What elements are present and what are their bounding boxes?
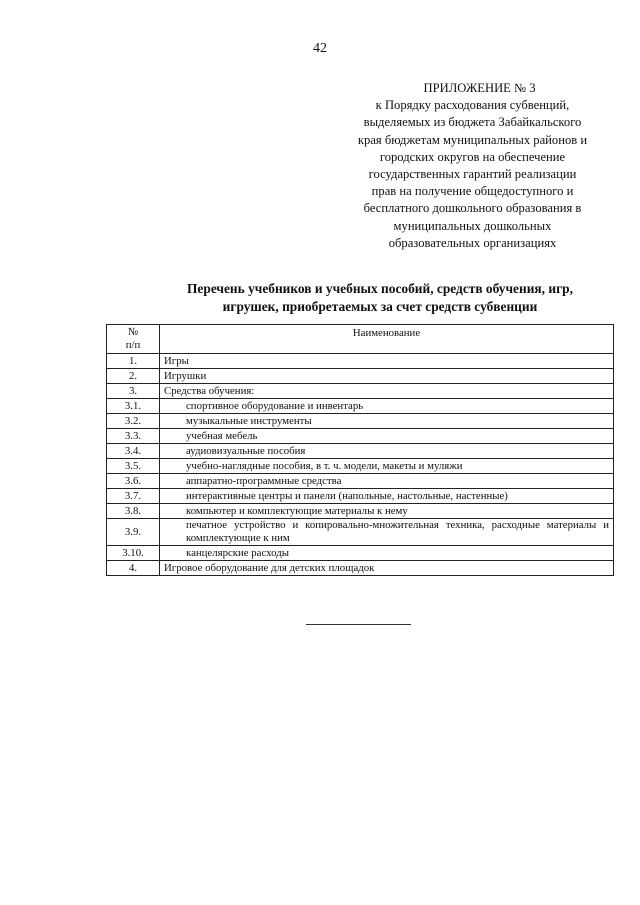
row-name: спортивное оборудование и инвентарь — [160, 399, 614, 414]
table-row — [107, 354, 614, 369]
row-name: компьютер и комплектующие материалы к нему — [160, 504, 614, 519]
row-number: 3.10. — [107, 546, 160, 561]
header-num-abbr: п/п — [125, 339, 141, 351]
header-num-symbol: № — [127, 326, 139, 338]
table-row — [107, 474, 614, 489]
table-header-row — [107, 325, 614, 354]
row-number: 3.2. — [107, 414, 160, 429]
items-table — [106, 324, 614, 576]
appendix-line: городских округов на обеспечение — [379, 149, 566, 164]
row-number: 2. — [107, 369, 160, 384]
appendix-line: образовательных организациях — [388, 235, 557, 250]
row-number: 4. — [107, 561, 160, 576]
row-number: 3. — [107, 384, 160, 399]
appendix-line: выделяемых из бюджета Забайкальского — [363, 115, 582, 130]
row-name: канцелярские расходы — [160, 546, 614, 561]
table-row — [107, 519, 614, 546]
table-row — [107, 429, 614, 444]
appendix-line: к Порядку расходования субвенций, — [375, 98, 570, 113]
appendix-line: бесплатного дошкольного образования в — [363, 201, 582, 216]
page-number: 42 — [313, 41, 327, 56]
row-name: Игры — [160, 354, 614, 369]
row-number: 3.1. — [107, 399, 160, 414]
row-name: учебная мебель — [160, 429, 614, 444]
row-name: учебно-наглядные пособия, в т. ч. модели, макеты и муляжи — [160, 459, 614, 474]
row-name: аппаратно-программные средства — [160, 474, 614, 489]
row-name: музыкальные инструменты — [160, 414, 614, 429]
table-row — [107, 459, 614, 474]
row-name: Игровое оборудование для детских площадок — [160, 561, 614, 576]
row-number: 3.3. — [107, 429, 160, 444]
table-row — [107, 399, 614, 414]
table-row — [107, 384, 614, 399]
header-num — [107, 325, 160, 354]
table-row — [107, 414, 614, 429]
list-title-line-2: игрушек, приобретаемых за счет средств субвенции — [222, 299, 538, 314]
header-name: Наименование — [160, 325, 614, 354]
row-number: 3.7. — [107, 489, 160, 504]
appendix-header — [330, 80, 615, 252]
appendix-title: ПРИЛОЖЕНИЕ № 3 — [423, 81, 536, 95]
appendix-line: муниципальных дошкольных — [393, 218, 552, 233]
table-row — [107, 561, 614, 576]
appendix-line: края бюджетам муниципальных районов и — [357, 132, 588, 147]
row-number: 3.6. — [107, 474, 160, 489]
row-name: Средства обучения: — [160, 384, 614, 399]
row-number: 3.5. — [107, 459, 160, 474]
table-row — [107, 489, 614, 504]
list-title-line-1: Перечень учебников и учебных пособий, средств обучения, игр, — [187, 281, 573, 296]
table-row — [107, 444, 614, 459]
row-name: печатное устройство и копировально-множительная техника, расходные материалы и комплектующие к ним — [160, 519, 614, 546]
row-name: Игрушки — [160, 369, 614, 384]
row-number: 1. — [107, 354, 160, 369]
row-name: интерактивные центры и панели (напольные, настольные, настенные) — [160, 489, 614, 504]
table-row — [107, 369, 614, 384]
row-number: 3.8. — [107, 504, 160, 519]
table-row — [107, 504, 614, 519]
row-name: аудиовизуальные пособия — [160, 444, 614, 459]
row-number: 3.9. — [107, 519, 160, 546]
closing-line — [306, 624, 411, 625]
appendix-line: государственных гарантий реализации — [368, 167, 577, 182]
list-title — [150, 280, 610, 316]
appendix-line: прав на получение общедоступного и — [371, 184, 574, 199]
table-row — [107, 546, 614, 561]
row-number: 3.4. — [107, 444, 160, 459]
